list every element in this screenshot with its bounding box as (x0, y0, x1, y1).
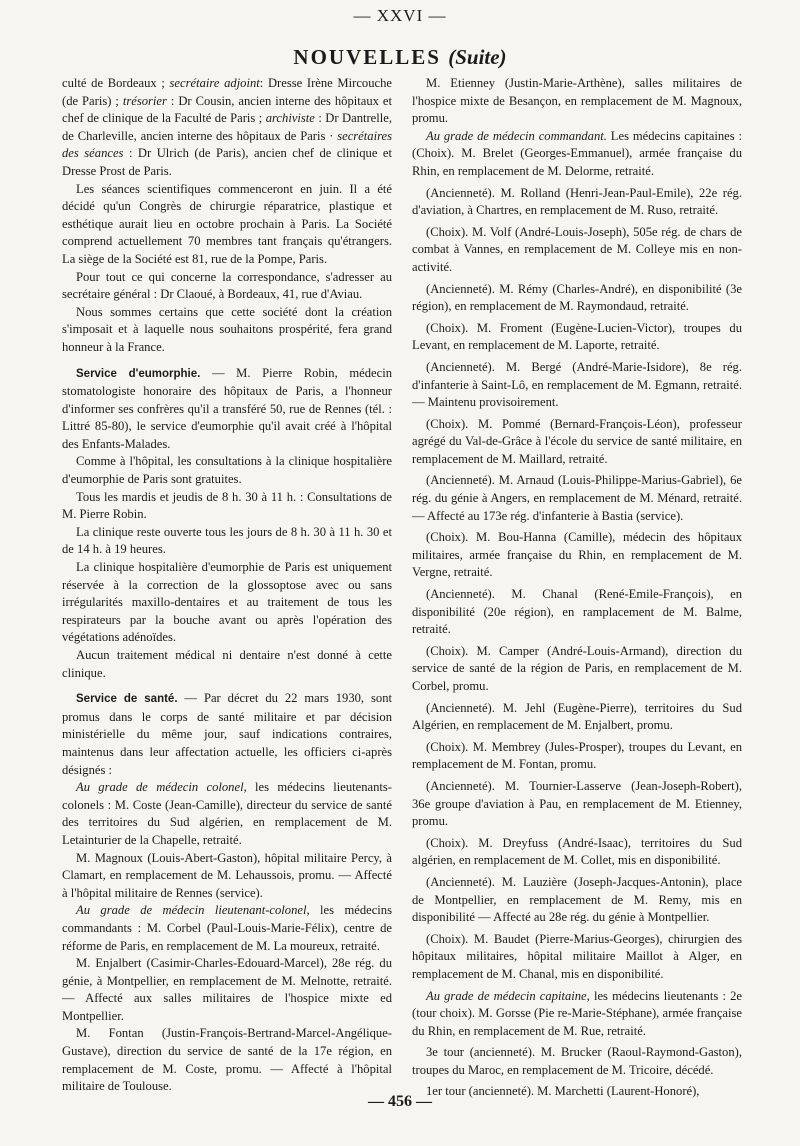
text-run: , les médecins lieutenants : 2e (tour choix). M. Gorsse (Pie re-Marie-Stéphane), armée française du Rhin, en remplacement de M. Rue, retraité. (412, 988, 743, 1038)
sante-heading: Service de santé. (76, 693, 178, 706)
text-run: : Dr Ulrich (de Paris), ancien chef de clinique et Dresse Prost de Paris. (62, 146, 392, 178)
society-closing-paragraph: Nous sommes certains que cette société dont la création s'imposait et à laquelle nous souhaitons prospérité, fera grand honneur à la France. (62, 304, 392, 354)
grade-title: Au grade de médecin lieutenant-colonel (76, 903, 307, 918)
text-run: — Par décret du 22 mars 1930, sont promus dans le corps de santé militaire et par décision ministérielle du même jour, sauf indications contraires, maintenus dans leur affectation actuelle, les officiers ci-après désignés : (62, 691, 392, 777)
text-run: secrétaires des séances (62, 128, 392, 161)
page-roman-numeral: — XXVI — (353, 6, 447, 25)
text-run: : Dresse Irène Mircouche (de Paris) ; (62, 76, 392, 108)
capitaine-paragraph (412, 988, 742, 1041)
eumorphie-paragraph: La clinique reste ouverte tous les jours de 8 h. 30 à 11 h. 30 et de 14 h. à 19 heures. (62, 524, 392, 557)
grade-title: Au grade de médecin colonel (76, 780, 244, 795)
sante-intro-paragraph (62, 690, 392, 779)
promotion-entry: 3e tour (ancienneté). M. Brucker (Raoul-Raymond-Gaston), troupes du Maroc, en remplacement de M. Tricoire, décédé. (412, 1045, 742, 1077)
promotion-entry: (Choix). M. Dreyfuss (André-Isaac), territoires du Sud algérien, en remplacement de M. Collet, mis en disponibilité. (412, 835, 742, 868)
text-run: : Dr Cousin, ancien interne des hôpitaux et chef de clinique de la Faculté de Paris ; (62, 93, 392, 126)
grade-title: Au grade de médecin capitaine (426, 988, 587, 1003)
promotion-entry: (Choix). M. Membrey (Jules-Prosper), troupes du Levant, en remplacement de M. Fontan, promu. (412, 739, 742, 772)
eumorphie-heading: Service d'eumorphie. (76, 367, 201, 380)
title-suffix: (Suite) (448, 45, 507, 69)
text-run: Les médecins capitaines : (Choix). M. Brelet (Georges-Emmanuel), armée française du Rhin, en remplacement de M. Delorme, retraité. (412, 128, 742, 178)
text-run: , les médecins lieutenants-colonels : M. Coste (Jean-Camille), directeur du service de santé des territoires du Sud algérien, en remplacement de M. Letainturier de la Chapelle, retraité. (62, 780, 392, 847)
right-column (412, 75, 742, 1101)
page-number: — 456 — (368, 1093, 432, 1110)
colonel-paragraph (62, 779, 392, 849)
eumorphie-paragraph: Tous les mardis et jeudis de 8 h. 30 à 11 h. : Consultations de M. Pierre Robin. (62, 489, 392, 522)
promotion-entry: (Ancienneté). M. Rémy (Charles-André), en disponibilité (3e région), en remplacement de M. Raymondaud, retraité. (412, 281, 742, 314)
title-main: NOUVELLES (293, 45, 441, 69)
ltcol-paragraph (62, 902, 392, 955)
eumorphie-intro-paragraph (62, 365, 392, 454)
promotion-entry: 1er tour (ancienneté). M. Marchetti (Laurent-Honoré), (426, 1084, 700, 1099)
promotion-entry: (Ancienneté). M. Arnaud (Louis-Philippe-Marius-Gabriel), 6e rég. du génie à Angers, en remplacement de M. Ménard, retraité. — Affecté au 173e rég. d'infanterie à Bastia (service). (412, 473, 742, 523)
promotion-entry: (Choix). M. Froment (Eugène-Lucien-Victor), troupes du Levant, en remplacement de M. Laporte, retraité. (412, 320, 742, 353)
text-run: : Dr Dantrelle, de Charleville, ancien interne des hôpitaux de Paris · (62, 111, 393, 143)
promotion-entry: M. Fontan (Justin-François-Bertrand-Marcel-Angélique-Gustave), direction du service de santé de la 17e région, en remplacement de M. Coste, promu. — Affecté à l'hôpital militaire de Toulouse. (62, 1026, 392, 1094)
promotion-entry: (Ancienneté). M. Bergé (André-Marie-Isidore), 8e rég. d'infanterie à Saint-Lô, en remplacement de M. Egmann, retraité. — Maintenu provisoirement. (412, 359, 742, 410)
promotion-entry: (Ancienneté). M. Tournier-Lasserve (Jean-Joseph-Robert), 36e groupe d'aviation à Pau, en remplacement de M. Etienney, promu. (412, 778, 742, 829)
society-sessions-paragraph: Les séances scientifiques commenceront en juin. Il a été décidé qu'un Congrès de chirurgie réparatrice, plastique et esthétique aurait lieu en octobre prochain à Paris. La Société comprend actuellement 70 membres tant français qu'étrangers. La siège de la Société est 81, rue de la Pompe, Paris. (62, 181, 392, 266)
promotion-entry: (Ancienneté). M. Rolland (Henri-Jean-Paul-Emile), 22e rég. d'aviation, à Chartres, en remplacement de M. Ruso, retraité. (412, 185, 742, 218)
promotion-entry: (Ancienneté). M. Jehl (Eugène-Pierre), territoires du Sud Algérien, en remplacement de M. Enjalbert, promu. (412, 700, 742, 733)
section-title (0, 45, 800, 70)
commandant-paragraph (412, 128, 742, 181)
promotion-entry: (Choix). M. Baudet (Pierre-Marius-Georges), chirurgien des hôpitaux militaires, hôpital militaire Maillot à Alger, en remplacement de M. Chanal, mis en disponibilité. (412, 931, 742, 981)
left-column (62, 75, 392, 1096)
society-correspondence-paragraph: Pour tout ce qui concerne la correspondance, s'adresser au secrétaire général : Dr Claoué, à Bordeaux, 41, rue d'Aviau. (62, 269, 392, 302)
promotion-entry: (Ancienneté). M. Chanal (René-Emile-François), en disponibilité (20e région), en ramplacement de M. Balme, retraité. (412, 587, 742, 637)
text-run: archiviste (265, 111, 315, 126)
grade-title: Au grade de médecin commandant. (426, 128, 607, 143)
text-run: secrétaire adjoint (169, 76, 260, 90)
promotion-entry: (Choix). M. Camper (André-Louis-Armand), direction du service de santé de la région de Paris, en remplacement de M. Corbel, promu. (412, 643, 742, 693)
promotion-entry: M. Magnoux (Louis-Abert-Gaston), hôpital militaire Percy, à Clamart, en remplacement de M. Lehaussois, promu. — Affecté à l'hôpital militaire de Rennes (service). (62, 850, 392, 900)
eumorphie-paragraph: Aucun traitement médical ni dentaire n'est donné à cette clinique. (62, 648, 392, 680)
text-run: trésorier (122, 93, 167, 108)
eumorphie-paragraph: La clinique hospitalière d'eumorphie de Paris est uniquement réservée à la correction de la glossoptose avec ou sans irrégularités maxillo-dentaires et au traitement de tous les respirateurs par la bouche avant ou après l'opération des végétations adénoïdes. (62, 560, 392, 645)
promotion-entry: (Ancienneté). M. Lauzière (Joseph-Jacques-Antonin), place de Montpellier, en remplacement de M. Remy, mis en disponibilité — Affecté au 28e rég. du génie à Montpellier. (412, 874, 742, 925)
promotion-entry: M. Enjalbert (Casimir-Charles-Edouard-Marcel), 28e rég. du génie, à Montpellier, en remplacement de M. Melnotte, retraité. — Affecté aux salles militaires de l'hospice mixte ed Montpellier. (62, 956, 392, 1023)
text-run: , les médecins commandants : M. Corbel (Paul-Louis-Marie-Félix), centre de réforme de Paris, en remplacement de M. La moureux, retraité. (62, 903, 392, 953)
society-officers-paragraph (62, 75, 392, 181)
text-run: culté de Bordeaux ; (62, 76, 170, 90)
eumorphie-paragraph: Comme à l'hôpital, les consultations à la clinique hospitalière d'eumorphie de Paris sont gratuites. (62, 454, 392, 487)
promotion-entry: (Choix). M. Volf (André-Louis-Joseph), 505e rég. de chars de combat à Vannes, en remplacement de M. Colleye mis en non-activité. (412, 224, 742, 274)
promotion-entry: M. Etienney (Justin-Marie-Arthène), salles militaires de l'hospice mixte de Besançon, en remplacement de M. Magnoux, promu. (412, 76, 742, 126)
text-run: — M. Pierre Robin, médecin stomatologiste honoraire des hôpitaux de Paris, a l'honneur d'informer ses confrères qu'il a transféré 50, rue de Rennes (tél. : Littré 85-80), le service d'eumorphie qu'il avait créé à l'hôpital des Enfants-Malades. (62, 365, 392, 451)
promotion-entry: (Choix). M. Pommé (Bernard-François-Léon), professeur agrégé du Val-de-Grâce à l'école du service de santé militaire, en remplacement de M. Maillard, retraité. (412, 416, 742, 466)
promotion-entry: (Choix). M. Bou-Hanna (Camille), médecin des hôpitaux militaires, armée française du Rhin, en remplacement de M. Vergne, retraité. (412, 530, 742, 580)
